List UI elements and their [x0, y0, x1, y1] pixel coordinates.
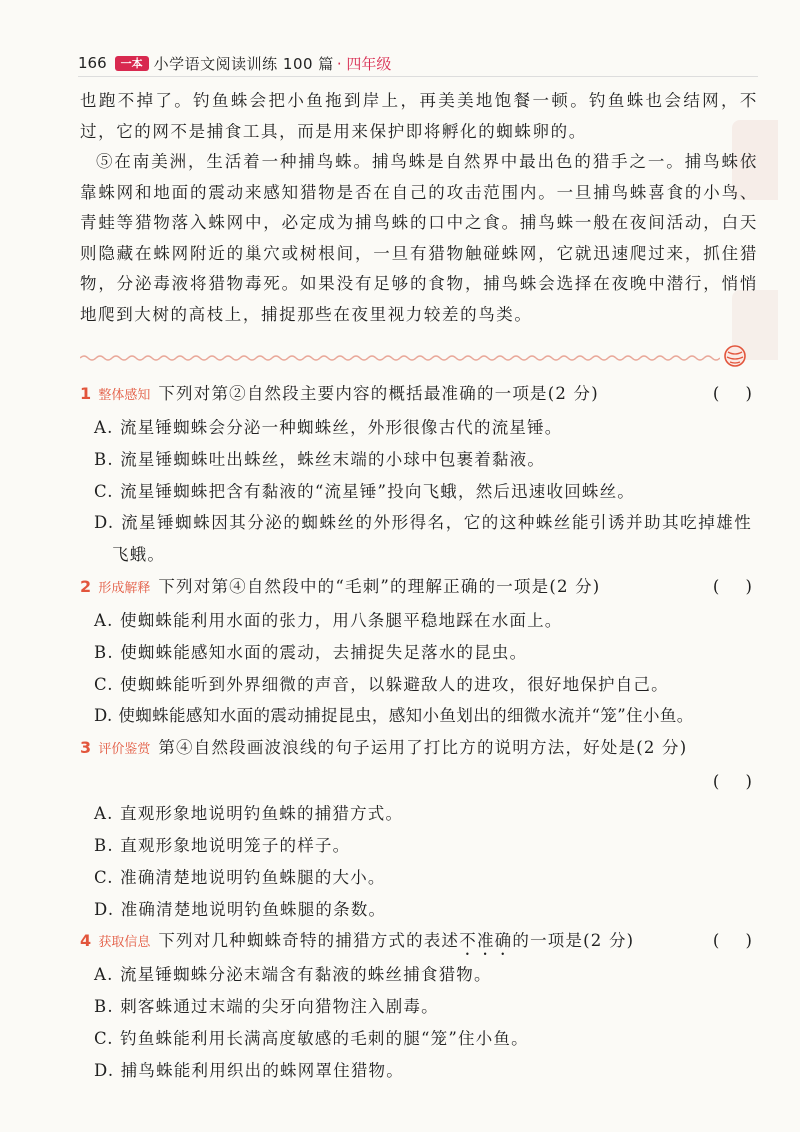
- option-c[interactable]: C. 使蜘蛛能听到外界细微的声音，以躲避敌人的进攻，很好地保护自己。: [94, 674, 669, 694]
- question-list: [80, 378, 752, 1087]
- option-b[interactable]: B. 刺客蛛通过末端的尖牙向猎物注入剧毒。: [94, 997, 439, 1017]
- option-d[interactable]: D. 使蜘蛛能感知水面的震动捕捉昆虫，感知小鱼划出的细微水流并“笼”住小鱼。: [94, 706, 694, 726]
- option-a[interactable]: A. 使蜘蛛能利用水面的张力，用八条腿平稳地踩在水面上。: [94, 610, 563, 630]
- question-text-after: 的一项是(2 分): [512, 931, 635, 951]
- question-2: [80, 571, 752, 732]
- question-tag: 评价鉴赏: [98, 742, 151, 758]
- question-stem: [80, 732, 752, 766]
- question-tag: 形成解释: [98, 580, 151, 596]
- option-d[interactable]: D. 捕鸟蛛能利用织出的蛛网罩住猎物。: [94, 1060, 404, 1080]
- question-stem: [80, 378, 752, 412]
- option-c[interactable]: C. 流星锤蜘蛛把含有黏液的“流星锤”投向飞蛾，然后迅速收回蛛丝。: [94, 481, 635, 501]
- option-d[interactable]: D. 准确清楚地说明钓鱼蛛腿的条数。: [94, 899, 387, 919]
- brand-logo: 一本: [115, 56, 149, 71]
- question-stem: [80, 571, 752, 605]
- answer-bracket[interactable]: ( ): [712, 772, 752, 792]
- question-number: 1: [80, 384, 93, 403]
- yarn-ball-icon: [722, 343, 748, 369]
- question-text: 下列对第②自然段主要内容的概括最准确的一项是(2 分): [158, 384, 599, 403]
- option-a[interactable]: A. 流星锤蜘蛛会分泌一种蜘蛛丝，外形很像古代的流星锤。: [94, 418, 563, 437]
- option-a[interactable]: A. 流星锤蜘蛛分泌末端含有黏液的蛛丝捕食猎物。: [94, 965, 492, 985]
- option-b[interactable]: B. 流星锤蜘蛛吐出蛛丝，蛛丝末端的小球中包裹着黏液。: [94, 449, 546, 469]
- answer-bracket[interactable]: ( ): [712, 576, 752, 596]
- question-4: [80, 925, 752, 1086]
- book-title: 小学语文阅读训练 100 篇: [153, 54, 334, 73]
- page-number: 166: [78, 54, 107, 72]
- question-tag: 整体感知: [98, 388, 151, 403]
- question-stem: [80, 925, 752, 959]
- paragraph-5: ⑤在南美洲，生活着一种捕鸟蛛。捕鸟蛛是自然界中最出色的猎手之一。捕鸟蛛依靠蛛网和地面的震动来感知猎物是否在自己的攻击范围内。一旦捕鸟蛛喜食的小鸟、青蛙等猎物落入蛛网中，必定成为捕鸟蛛的口中之食。捕鸟蛛一般在夜间活动，白天则隐藏在蛛网附近的巢穴或树根间，一旦有猎物触碰蛛网，它就迅速爬过来，抓住猎物，分泌毒液将猎物毒死。如果没有足够的食物，捕鸟蛛会选择在夜晚中潜行，悄悄地爬到大树的高枝上，捕捉那些在夜里视力较差的鸟类。: [80, 152, 758, 324]
- question-3: [80, 732, 752, 925]
- header-rule: [78, 76, 758, 77]
- question-number: 4: [80, 931, 93, 951]
- reading-passage: [80, 86, 758, 330]
- grade-label: · 四年级: [336, 54, 392, 73]
- option-b[interactable]: B. 使蜘蛛能感知水面的震动，去捕捉失足落水的昆虫。: [94, 642, 528, 662]
- question-tag: 获取信息: [98, 935, 151, 951]
- emphasized-text: 不准确: [459, 931, 513, 951]
- page-header: [78, 52, 391, 74]
- answer-bracket[interactable]: ( ): [712, 384, 752, 403]
- question-number: 3: [80, 738, 93, 758]
- question-number: 2: [80, 576, 93, 596]
- option-d[interactable]: D. 流星锤蜘蛛因其分泌的蜘蛛丝的外形得名，它的这种蛛丝能引诱并助其吃掉雄性飞蛾。: [94, 513, 752, 565]
- option-c[interactable]: C. 准确清楚地说明钓鱼蛛腿的大小。: [94, 867, 386, 887]
- option-b[interactable]: B. 直观形象地说明笼子的样子。: [94, 835, 351, 855]
- question-text: 第④自然段画波浪线的句子运用了打比方的说明方法，好处是(2 分): [158, 738, 688, 758]
- option-c[interactable]: C. 钓鱼蛛能利用长满高度敏感的毛刺的腿“笼”住小鱼。: [94, 1028, 529, 1048]
- question-text: 下列对第④自然段中的“毛刺”的理解正确的一项是(2 分): [158, 576, 601, 596]
- section-divider: [80, 352, 720, 364]
- paragraph-continued: 也跑不掉了。钓鱼蛛会把小鱼拖到岸上，再美美地饱餐一顿。钓鱼蛛也会结网，不过，它的网不是捕食工具，而是用来保护即将孵化的蜘蛛卵的。: [80, 91, 758, 141]
- answer-bracket[interactable]: ( ): [712, 931, 752, 951]
- question-text-before: 下列对几种蜘蛛奇特的捕猎方式的表述: [158, 931, 460, 951]
- option-a[interactable]: A. 直观形象地说明钓鱼蛛的捕猎方式。: [94, 804, 404, 824]
- question-1: [80, 378, 752, 571]
